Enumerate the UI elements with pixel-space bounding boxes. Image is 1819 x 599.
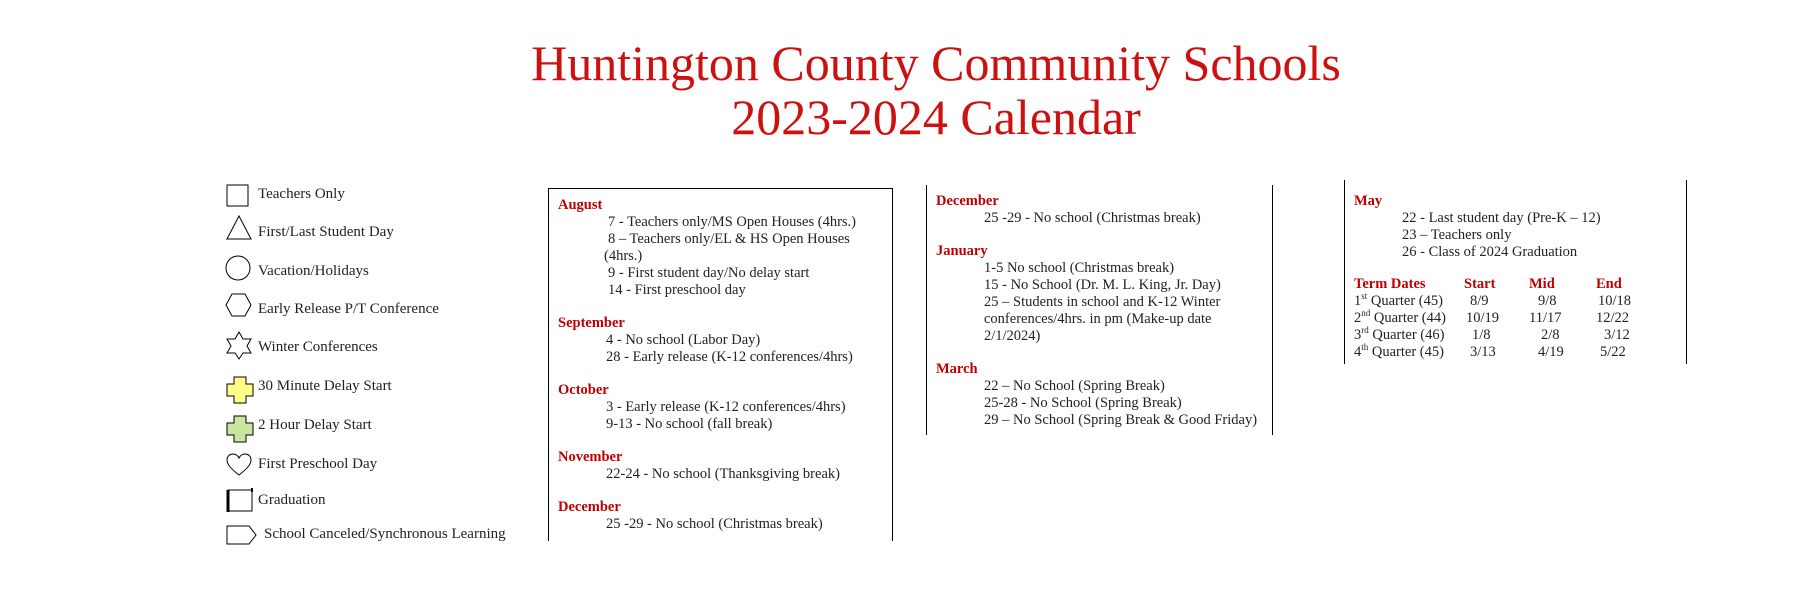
event-item: 14 - First preschool day <box>608 282 746 298</box>
legend-label: 30 Minute Delay Start <box>258 378 392 394</box>
legend-item <box>225 253 253 283</box>
quarter-name: Quarter (44) <box>1373 310 1446 326</box>
event-item: 8 – Teachers only/EL & HS Open Houses <box>608 231 850 247</box>
event-item: 25 – Students in school and K-12 Winter <box>984 294 1221 310</box>
month-heading: August <box>558 197 603 213</box>
month-heading: November <box>558 449 623 465</box>
event-item: conferences/4hrs. in pm (Make-up date <box>984 311 1212 327</box>
legend-item <box>225 485 257 515</box>
table-row <box>1354 327 1631 344</box>
page-title: Huntington County Community Schools <box>531 35 1341 91</box>
ordinal-suffix: st <box>1361 291 1368 302</box>
legend-label: Early Release P/T Conference <box>258 301 439 317</box>
ordinal-suffix: th <box>1361 342 1369 353</box>
triangle-icon <box>225 214 253 242</box>
event-item: 2/1/2024) <box>984 328 1041 344</box>
table-row <box>1354 344 1631 361</box>
event-item: 9-13 - No school (fall break) <box>606 416 773 432</box>
table-row <box>1354 310 1631 327</box>
quarter-number: 4 <box>1354 344 1362 360</box>
end-cell: 12/22 <box>1596 310 1630 326</box>
header-cell: Mid <box>1529 276 1555 292</box>
start-cell: 10/19 <box>1466 310 1500 326</box>
month-heading: January <box>936 243 988 259</box>
end-cell: 5/22 <box>1600 344 1626 360</box>
table-row <box>1354 293 1631 310</box>
page-subtitle: 2023-2024 Calendar <box>731 89 1141 145</box>
event-item: 23 – Teachers only <box>1402 227 1512 243</box>
star-icon <box>225 330 253 360</box>
quarter-number: 3 <box>1354 327 1362 343</box>
event-item: 25 -29 - No school (Christmas break) <box>606 516 823 532</box>
header-cell: End <box>1596 276 1622 292</box>
legend-item <box>225 450 253 480</box>
header-cell: Term Dates <box>1354 276 1426 292</box>
end-cell: 3/12 <box>1604 327 1630 343</box>
divider <box>1272 185 1273 435</box>
quarter-name: Quarter (45) <box>1371 344 1444 360</box>
event-item: 7 - Teachers only/MS Open Houses (4hrs.) <box>608 214 856 230</box>
table-header <box>1354 276 1631 293</box>
mid-cell: 11/17 <box>1529 310 1562 326</box>
legend-label: School Canceled/Synchronous Learning <box>264 526 506 542</box>
mid-cell: 9/8 <box>1538 293 1557 309</box>
month-heading: September <box>558 315 625 331</box>
start-cell: 8/9 <box>1470 293 1489 309</box>
month-heading: March <box>936 361 978 377</box>
event-item: 25-28 - No School (Spring Break) <box>984 395 1182 411</box>
month-heading: December <box>936 193 999 209</box>
mid-cell: 2/8 <box>1541 327 1560 343</box>
month-heading: December <box>558 499 621 515</box>
event-item: 1-5 No school (Christmas break) <box>984 260 1175 276</box>
legend-item <box>225 414 255 444</box>
legend-item <box>225 375 255 405</box>
event-item: (4hrs.) <box>604 248 643 264</box>
legend-label: First Preschool Day <box>258 456 378 472</box>
event-item: 29 – No School (Spring Break & Good Friday) <box>984 412 1258 428</box>
mid-cell: 4/19 <box>1538 344 1564 360</box>
event-item: 28 - Early release (K-12 conferences/4hrs) <box>606 349 853 365</box>
term-dates-table <box>1354 276 1631 361</box>
green-cross-icon <box>225 414 255 444</box>
legend-item <box>225 330 253 360</box>
month-heading: October <box>558 382 609 398</box>
circle-icon <box>225 254 253 282</box>
start-cell: 1/8 <box>1472 327 1491 343</box>
calendar-column-1 <box>548 188 893 541</box>
quarter-number: 2 <box>1354 310 1362 326</box>
ordinal-suffix: nd <box>1361 308 1371 319</box>
header-cell: Start <box>1464 276 1496 292</box>
divider <box>1686 180 1687 364</box>
divider <box>926 185 927 435</box>
scroll-icon <box>225 486 257 514</box>
legend-label: Vacation/Holidays <box>258 263 369 279</box>
event-item: 22 – No School (Spring Break) <box>984 378 1165 394</box>
quarter-name: Quarter (46) <box>1372 327 1445 343</box>
legend-item <box>225 520 259 550</box>
legend-item <box>225 290 253 320</box>
legend-label: 2 Hour Delay Start <box>258 417 372 433</box>
legend-label: Winter Conferences <box>258 339 378 355</box>
yellow-cross-icon <box>225 375 255 405</box>
calendar-column-3 <box>1354 193 1674 261</box>
legend-label: Graduation <box>258 492 326 508</box>
legend-item <box>225 213 253 243</box>
legend-label: Teachers Only <box>258 186 345 202</box>
quarter-number: 1 <box>1354 293 1362 309</box>
end-cell: 10/18 <box>1598 293 1632 309</box>
event-item: 25 -29 - No school (Christmas break) <box>984 210 1201 226</box>
tag-icon <box>225 523 259 547</box>
event-item: 9 - First student day/No delay start <box>608 265 810 281</box>
start-cell: 3/13 <box>1470 344 1496 360</box>
event-item: 22-24 - No school (Thanksgiving break) <box>606 466 840 482</box>
legend-label: First/Last Student Day <box>258 224 394 240</box>
quarter-name: Quarter (45) <box>1370 293 1443 309</box>
month-heading: May <box>1354 193 1383 209</box>
event-item: 22 - Last student day (Pre-K – 12) <box>1402 210 1601 226</box>
legend-item <box>225 180 251 210</box>
calendar-column-2 <box>936 193 1266 429</box>
heart-icon <box>225 452 253 478</box>
event-item: 15 - No School (Dr. M. L. King, Jr. Day) <box>984 277 1221 293</box>
ordinal-suffix: rd <box>1361 325 1369 336</box>
event-item: 26 - Class of 2024 Graduation <box>1402 244 1578 260</box>
divider <box>1344 180 1345 364</box>
event-item: 4 - No school (Labor Day) <box>606 332 761 348</box>
hexagon-icon <box>225 292 253 318</box>
event-item: 3 - Early release (K-12 conferences/4hrs) <box>606 399 846 415</box>
square-icon <box>225 182 251 208</box>
